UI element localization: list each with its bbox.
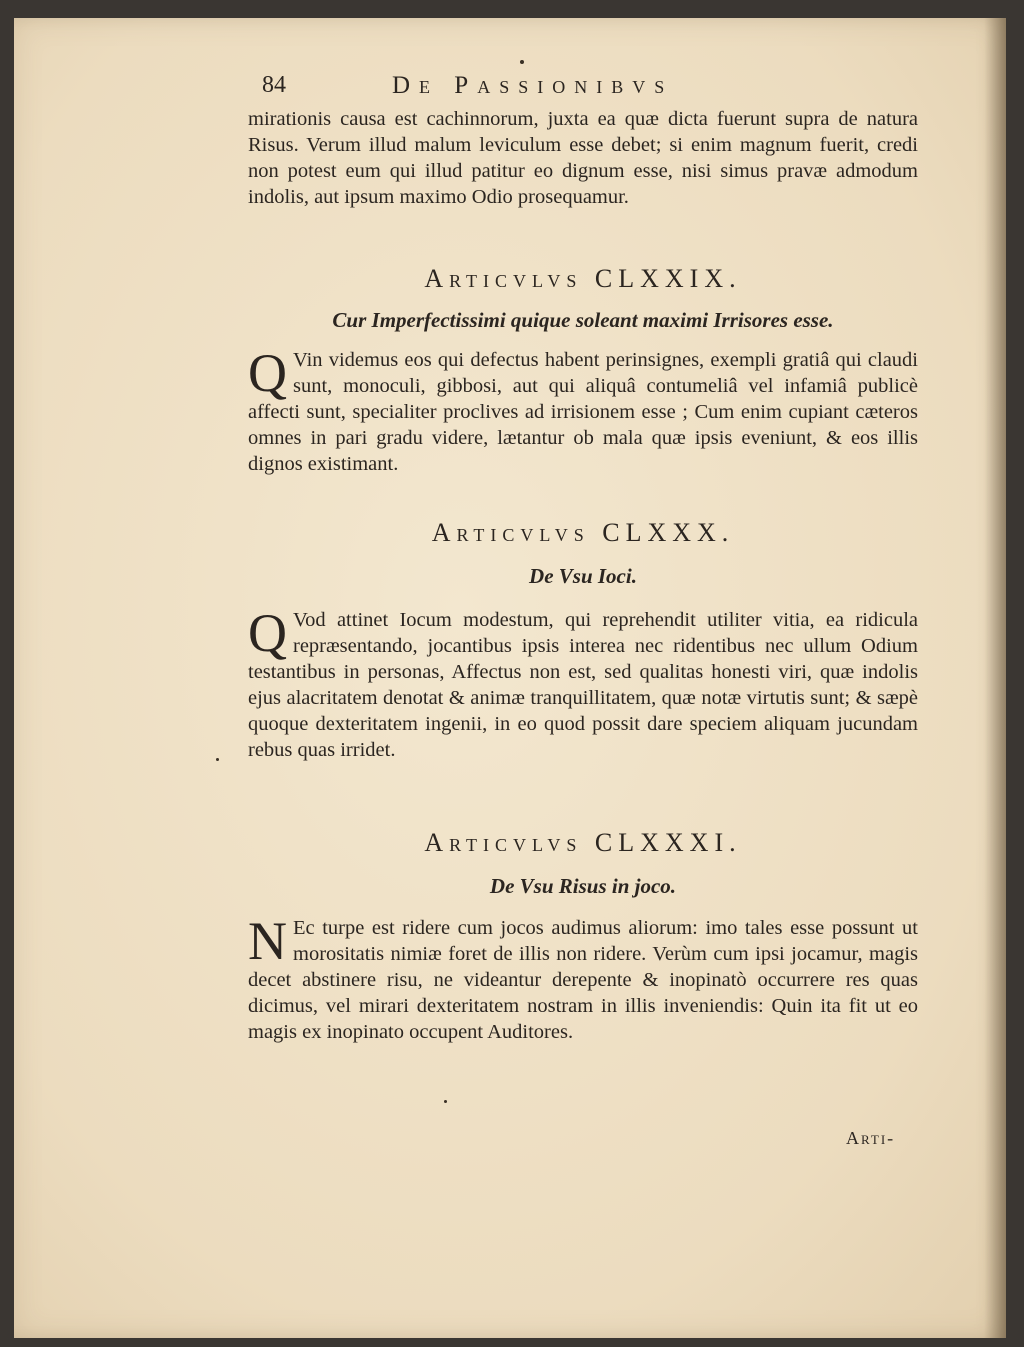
drop-cap: N	[248, 911, 287, 971]
article-body	[248, 603, 918, 763]
article-179	[248, 264, 918, 477]
article-body	[248, 343, 918, 477]
article-body	[248, 911, 918, 1045]
article-heading: Articvlvs CLXXIX.	[424, 264, 742, 293]
article-paragraph: Vin videmus eos qui defectus habent perinsignes, exempli gratiâ qui claudi sunt, monoculi, gibbosi, aut qui aliquâ contumeliâ vel infamiâ publicè affecti sunt, specialiter proclives ad irrisionem esse ; Cum enim cupiant cæteros omnes in pari gradu videre, lætantur ob mala quæ ipsis eveniunt, & eos illis dignos existimant.	[248, 349, 918, 475]
article-181	[248, 828, 918, 1045]
article-paragraph: Ec turpe est ridere cum jocos audimus aliorum: imo tales esse possunt ut morositatis nimiæ foret de illis non ridere. Verùm cum ipsi jocamur, magis decet abstinere risu, ne videantur derepente & inopinatò occurrere res quas dicimus, vel mirari dexteritatem nostram in illis inveniendis: Quin ita fit ut eo magis ex inopinato occupent Auditores.	[248, 917, 918, 1043]
article-180	[248, 518, 918, 763]
running-head	[262, 72, 782, 102]
ink-speck	[520, 60, 524, 64]
page-number: 84	[262, 72, 286, 98]
opening-paragraph-block	[248, 106, 918, 210]
article-heading: Articvlvs CLXXXI.	[424, 828, 742, 857]
article-heading: Articvlvs CLXXX.	[431, 518, 735, 547]
ink-speck	[216, 758, 219, 761]
article-paragraph: Vod attinet Iocum modestum, qui reprehendit utiliter vitia, ea ridicula repræsentando, jocantibus ipsis interea nec ridentibus nec ullum Odium testantibus in personas, Affectus non est, sed qualitas honesti viri, quæ indolis ejus alacritatem denotat & animæ tranquillitatem, quæ notæ virtutis sunt; & sæpè quoque dexteritatem ingenii, in eo quod possit dare speciem aliquam jucundam rebus quas irridet.	[248, 609, 918, 761]
ink-speck	[444, 1100, 447, 1103]
drop-cap: Q	[248, 603, 287, 663]
page-gutter-shadow	[984, 18, 1006, 1338]
article-subheading: De Vsu Ioci.	[529, 564, 637, 588]
running-title: De Passionibvs	[392, 72, 674, 99]
catchword: Arti-	[846, 1128, 896, 1148]
article-subheading: Cur Imperfectissimi quique soleant maximi Irrisores esse.	[332, 308, 834, 332]
article-subheading: De Vsu Risus in joco.	[489, 874, 677, 898]
drop-cap: Q	[248, 343, 287, 403]
opening-paragraph: mirationis causa est cachinnorum, juxta ea quæ dicta fuerunt supra de natura Risus. Verum illud malum leviculum esse debet; si enim magnum fuerit, credi non potest eum qui illud patitur eo dignum esse, nisi simus pravæ admodum indolis, aut ipsum maximo Odio prosequamur.	[248, 108, 918, 208]
